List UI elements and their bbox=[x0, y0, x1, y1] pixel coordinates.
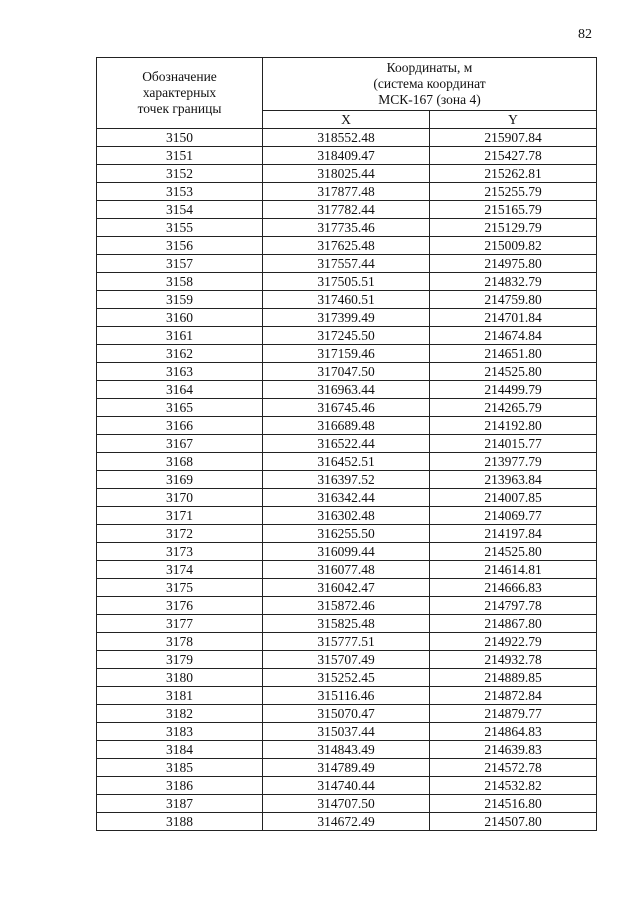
point-id-cell: 3173 bbox=[97, 543, 263, 561]
point-id-cell: 3175 bbox=[97, 579, 263, 597]
table-row bbox=[97, 741, 597, 759]
x-coordinate-cell: 314707.50 bbox=[263, 795, 430, 813]
header-coordinates bbox=[263, 58, 597, 111]
x-coordinate-cell: 314843.49 bbox=[263, 741, 430, 759]
table-row bbox=[97, 543, 597, 561]
y-coordinate-cell: 214069.77 bbox=[430, 507, 597, 525]
y-coordinate-cell: 214932.78 bbox=[430, 651, 597, 669]
x-coordinate-cell: 317625.48 bbox=[263, 237, 430, 255]
table-row bbox=[97, 219, 597, 237]
table-body bbox=[97, 129, 597, 831]
point-id-cell: 3150 bbox=[97, 129, 263, 147]
page-number: 82 bbox=[578, 27, 592, 42]
x-coordinate-cell: 317047.50 bbox=[263, 363, 430, 381]
x-coordinate-cell: 315252.45 bbox=[263, 669, 430, 687]
table-row bbox=[97, 813, 597, 831]
table-row bbox=[97, 615, 597, 633]
point-id-cell: 3151 bbox=[97, 147, 263, 165]
point-id-cell: 3185 bbox=[97, 759, 263, 777]
point-id-cell: 3170 bbox=[97, 489, 263, 507]
header-point-designation-text: Обозначение характерных точек границы bbox=[137, 69, 222, 116]
point-id-cell: 3157 bbox=[97, 255, 263, 273]
table-row bbox=[97, 507, 597, 525]
y-coordinate-cell: 214975.80 bbox=[430, 255, 597, 273]
table-row bbox=[97, 381, 597, 399]
table-row bbox=[97, 345, 597, 363]
table-row bbox=[97, 183, 597, 201]
table-row bbox=[97, 165, 597, 183]
table-row bbox=[97, 273, 597, 291]
x-coordinate-cell: 317399.49 bbox=[263, 309, 430, 327]
coordinates-table bbox=[96, 57, 597, 831]
x-coordinate-cell: 316397.52 bbox=[263, 471, 430, 489]
y-coordinate-cell: 214197.84 bbox=[430, 525, 597, 543]
table-row bbox=[97, 651, 597, 669]
table-row bbox=[97, 561, 597, 579]
x-coordinate-cell: 315116.46 bbox=[263, 687, 430, 705]
x-coordinate-cell: 317877.48 bbox=[263, 183, 430, 201]
y-coordinate-cell: 214832.79 bbox=[430, 273, 597, 291]
table-row bbox=[97, 309, 597, 327]
y-coordinate-cell: 214872.84 bbox=[430, 687, 597, 705]
y-coordinate-cell: 214532.82 bbox=[430, 777, 597, 795]
point-id-cell: 3161 bbox=[97, 327, 263, 345]
header-x: X bbox=[263, 111, 430, 129]
y-coordinate-cell: 214572.78 bbox=[430, 759, 597, 777]
x-coordinate-cell: 318025.44 bbox=[263, 165, 430, 183]
table-row bbox=[97, 147, 597, 165]
header-point-designation bbox=[97, 58, 263, 129]
x-coordinate-cell: 315872.46 bbox=[263, 597, 430, 615]
point-id-cell: 3153 bbox=[97, 183, 263, 201]
y-coordinate-cell: 214864.83 bbox=[430, 723, 597, 741]
x-coordinate-cell: 318552.48 bbox=[263, 129, 430, 147]
y-coordinate-cell: 214192.80 bbox=[430, 417, 597, 435]
y-coordinate-cell: 214525.80 bbox=[430, 543, 597, 561]
x-coordinate-cell: 316255.50 bbox=[263, 525, 430, 543]
point-id-cell: 3181 bbox=[97, 687, 263, 705]
table-row bbox=[97, 489, 597, 507]
x-coordinate-cell: 316077.48 bbox=[263, 561, 430, 579]
y-coordinate-cell: 214759.80 bbox=[430, 291, 597, 309]
y-coordinate-cell: 215255.79 bbox=[430, 183, 597, 201]
point-id-cell: 3177 bbox=[97, 615, 263, 633]
x-coordinate-cell: 315777.51 bbox=[263, 633, 430, 651]
point-id-cell: 3171 bbox=[97, 507, 263, 525]
table-row bbox=[97, 291, 597, 309]
table-row bbox=[97, 471, 597, 489]
point-id-cell: 3188 bbox=[97, 813, 263, 831]
point-id-cell: 3156 bbox=[97, 237, 263, 255]
y-coordinate-cell: 214516.80 bbox=[430, 795, 597, 813]
table-row bbox=[97, 399, 597, 417]
x-coordinate-cell: 316689.48 bbox=[263, 417, 430, 435]
y-coordinate-cell: 213977.79 bbox=[430, 453, 597, 471]
y-coordinate-cell: 214614.81 bbox=[430, 561, 597, 579]
y-coordinate-cell: 214651.80 bbox=[430, 345, 597, 363]
table-row bbox=[97, 237, 597, 255]
y-coordinate-cell: 215129.79 bbox=[430, 219, 597, 237]
point-id-cell: 3184 bbox=[97, 741, 263, 759]
point-id-cell: 3155 bbox=[97, 219, 263, 237]
table-row bbox=[97, 363, 597, 381]
y-coordinate-cell: 214639.83 bbox=[430, 741, 597, 759]
point-id-cell: 3172 bbox=[97, 525, 263, 543]
y-coordinate-cell: 214666.83 bbox=[430, 579, 597, 597]
table-row bbox=[97, 453, 597, 471]
y-coordinate-cell: 214507.80 bbox=[430, 813, 597, 831]
header-y: Y bbox=[430, 111, 597, 129]
x-coordinate-cell: 317505.51 bbox=[263, 273, 430, 291]
table-row bbox=[97, 723, 597, 741]
y-coordinate-cell: 215262.81 bbox=[430, 165, 597, 183]
header-coordinates-text: Координаты, м (система координат МСК-167 (зона 4) bbox=[373, 60, 486, 107]
y-coordinate-cell: 214867.80 bbox=[430, 615, 597, 633]
point-id-cell: 3166 bbox=[97, 417, 263, 435]
table-row bbox=[97, 525, 597, 543]
x-coordinate-cell: 318409.47 bbox=[263, 147, 430, 165]
y-coordinate-cell: 214015.77 bbox=[430, 435, 597, 453]
table-row bbox=[97, 201, 597, 219]
x-coordinate-cell: 315070.47 bbox=[263, 705, 430, 723]
x-coordinate-cell: 317735.46 bbox=[263, 219, 430, 237]
x-coordinate-cell: 316099.44 bbox=[263, 543, 430, 561]
table-row bbox=[97, 687, 597, 705]
x-coordinate-cell: 315037.44 bbox=[263, 723, 430, 741]
x-coordinate-cell: 315825.48 bbox=[263, 615, 430, 633]
y-coordinate-cell: 213963.84 bbox=[430, 471, 597, 489]
table-row bbox=[97, 579, 597, 597]
x-coordinate-cell: 316342.44 bbox=[263, 489, 430, 507]
x-coordinate-cell: 316963.44 bbox=[263, 381, 430, 399]
x-coordinate-cell: 314740.44 bbox=[263, 777, 430, 795]
point-id-cell: 3180 bbox=[97, 669, 263, 687]
x-coordinate-cell: 317782.44 bbox=[263, 201, 430, 219]
x-coordinate-cell: 315707.49 bbox=[263, 651, 430, 669]
x-coordinate-cell: 316522.44 bbox=[263, 435, 430, 453]
x-coordinate-cell: 316452.51 bbox=[263, 453, 430, 471]
point-id-cell: 3159 bbox=[97, 291, 263, 309]
point-id-cell: 3174 bbox=[97, 561, 263, 579]
table-row bbox=[97, 327, 597, 345]
y-coordinate-cell: 214879.77 bbox=[430, 705, 597, 723]
point-id-cell: 3163 bbox=[97, 363, 263, 381]
point-id-cell: 3187 bbox=[97, 795, 263, 813]
point-id-cell: 3169 bbox=[97, 471, 263, 489]
x-coordinate-cell: 314789.49 bbox=[263, 759, 430, 777]
point-id-cell: 3162 bbox=[97, 345, 263, 363]
y-coordinate-cell: 214007.85 bbox=[430, 489, 597, 507]
x-coordinate-cell: 316042.47 bbox=[263, 579, 430, 597]
y-coordinate-cell: 214499.79 bbox=[430, 381, 597, 399]
point-id-cell: 3152 bbox=[97, 165, 263, 183]
x-coordinate-cell: 316302.48 bbox=[263, 507, 430, 525]
table-row bbox=[97, 255, 597, 273]
y-coordinate-cell: 215907.84 bbox=[430, 129, 597, 147]
point-id-cell: 3186 bbox=[97, 777, 263, 795]
x-coordinate-cell: 317245.50 bbox=[263, 327, 430, 345]
point-id-cell: 3168 bbox=[97, 453, 263, 471]
point-id-cell: 3154 bbox=[97, 201, 263, 219]
point-id-cell: 3183 bbox=[97, 723, 263, 741]
point-id-cell: 3164 bbox=[97, 381, 263, 399]
y-coordinate-cell: 214889.85 bbox=[430, 669, 597, 687]
point-id-cell: 3160 bbox=[97, 309, 263, 327]
y-coordinate-cell: 215165.79 bbox=[430, 201, 597, 219]
table-row bbox=[97, 435, 597, 453]
point-id-cell: 3179 bbox=[97, 651, 263, 669]
y-coordinate-cell: 214265.79 bbox=[430, 399, 597, 417]
table-row bbox=[97, 633, 597, 651]
y-coordinate-cell: 214701.84 bbox=[430, 309, 597, 327]
y-coordinate-cell: 214525.80 bbox=[430, 363, 597, 381]
x-coordinate-cell: 317159.46 bbox=[263, 345, 430, 363]
y-coordinate-cell: 214674.84 bbox=[430, 327, 597, 345]
table-row bbox=[97, 795, 597, 813]
y-coordinate-cell: 214797.78 bbox=[430, 597, 597, 615]
table-row bbox=[97, 129, 597, 147]
x-coordinate-cell: 317460.51 bbox=[263, 291, 430, 309]
table-row bbox=[97, 597, 597, 615]
table-row bbox=[97, 705, 597, 723]
y-coordinate-cell: 214922.79 bbox=[430, 633, 597, 651]
point-id-cell: 3165 bbox=[97, 399, 263, 417]
y-coordinate-cell: 215427.78 bbox=[430, 147, 597, 165]
x-coordinate-cell: 317557.44 bbox=[263, 255, 430, 273]
point-id-cell: 3158 bbox=[97, 273, 263, 291]
point-id-cell: 3182 bbox=[97, 705, 263, 723]
point-id-cell: 3176 bbox=[97, 597, 263, 615]
x-coordinate-cell: 314672.49 bbox=[263, 813, 430, 831]
table-row bbox=[97, 777, 597, 795]
y-coordinate-cell: 215009.82 bbox=[430, 237, 597, 255]
x-coordinate-cell: 316745.46 bbox=[263, 399, 430, 417]
point-id-cell: 3178 bbox=[97, 633, 263, 651]
point-id-cell: 3167 bbox=[97, 435, 263, 453]
table-row bbox=[97, 417, 597, 435]
table-row bbox=[97, 669, 597, 687]
table-row bbox=[97, 759, 597, 777]
